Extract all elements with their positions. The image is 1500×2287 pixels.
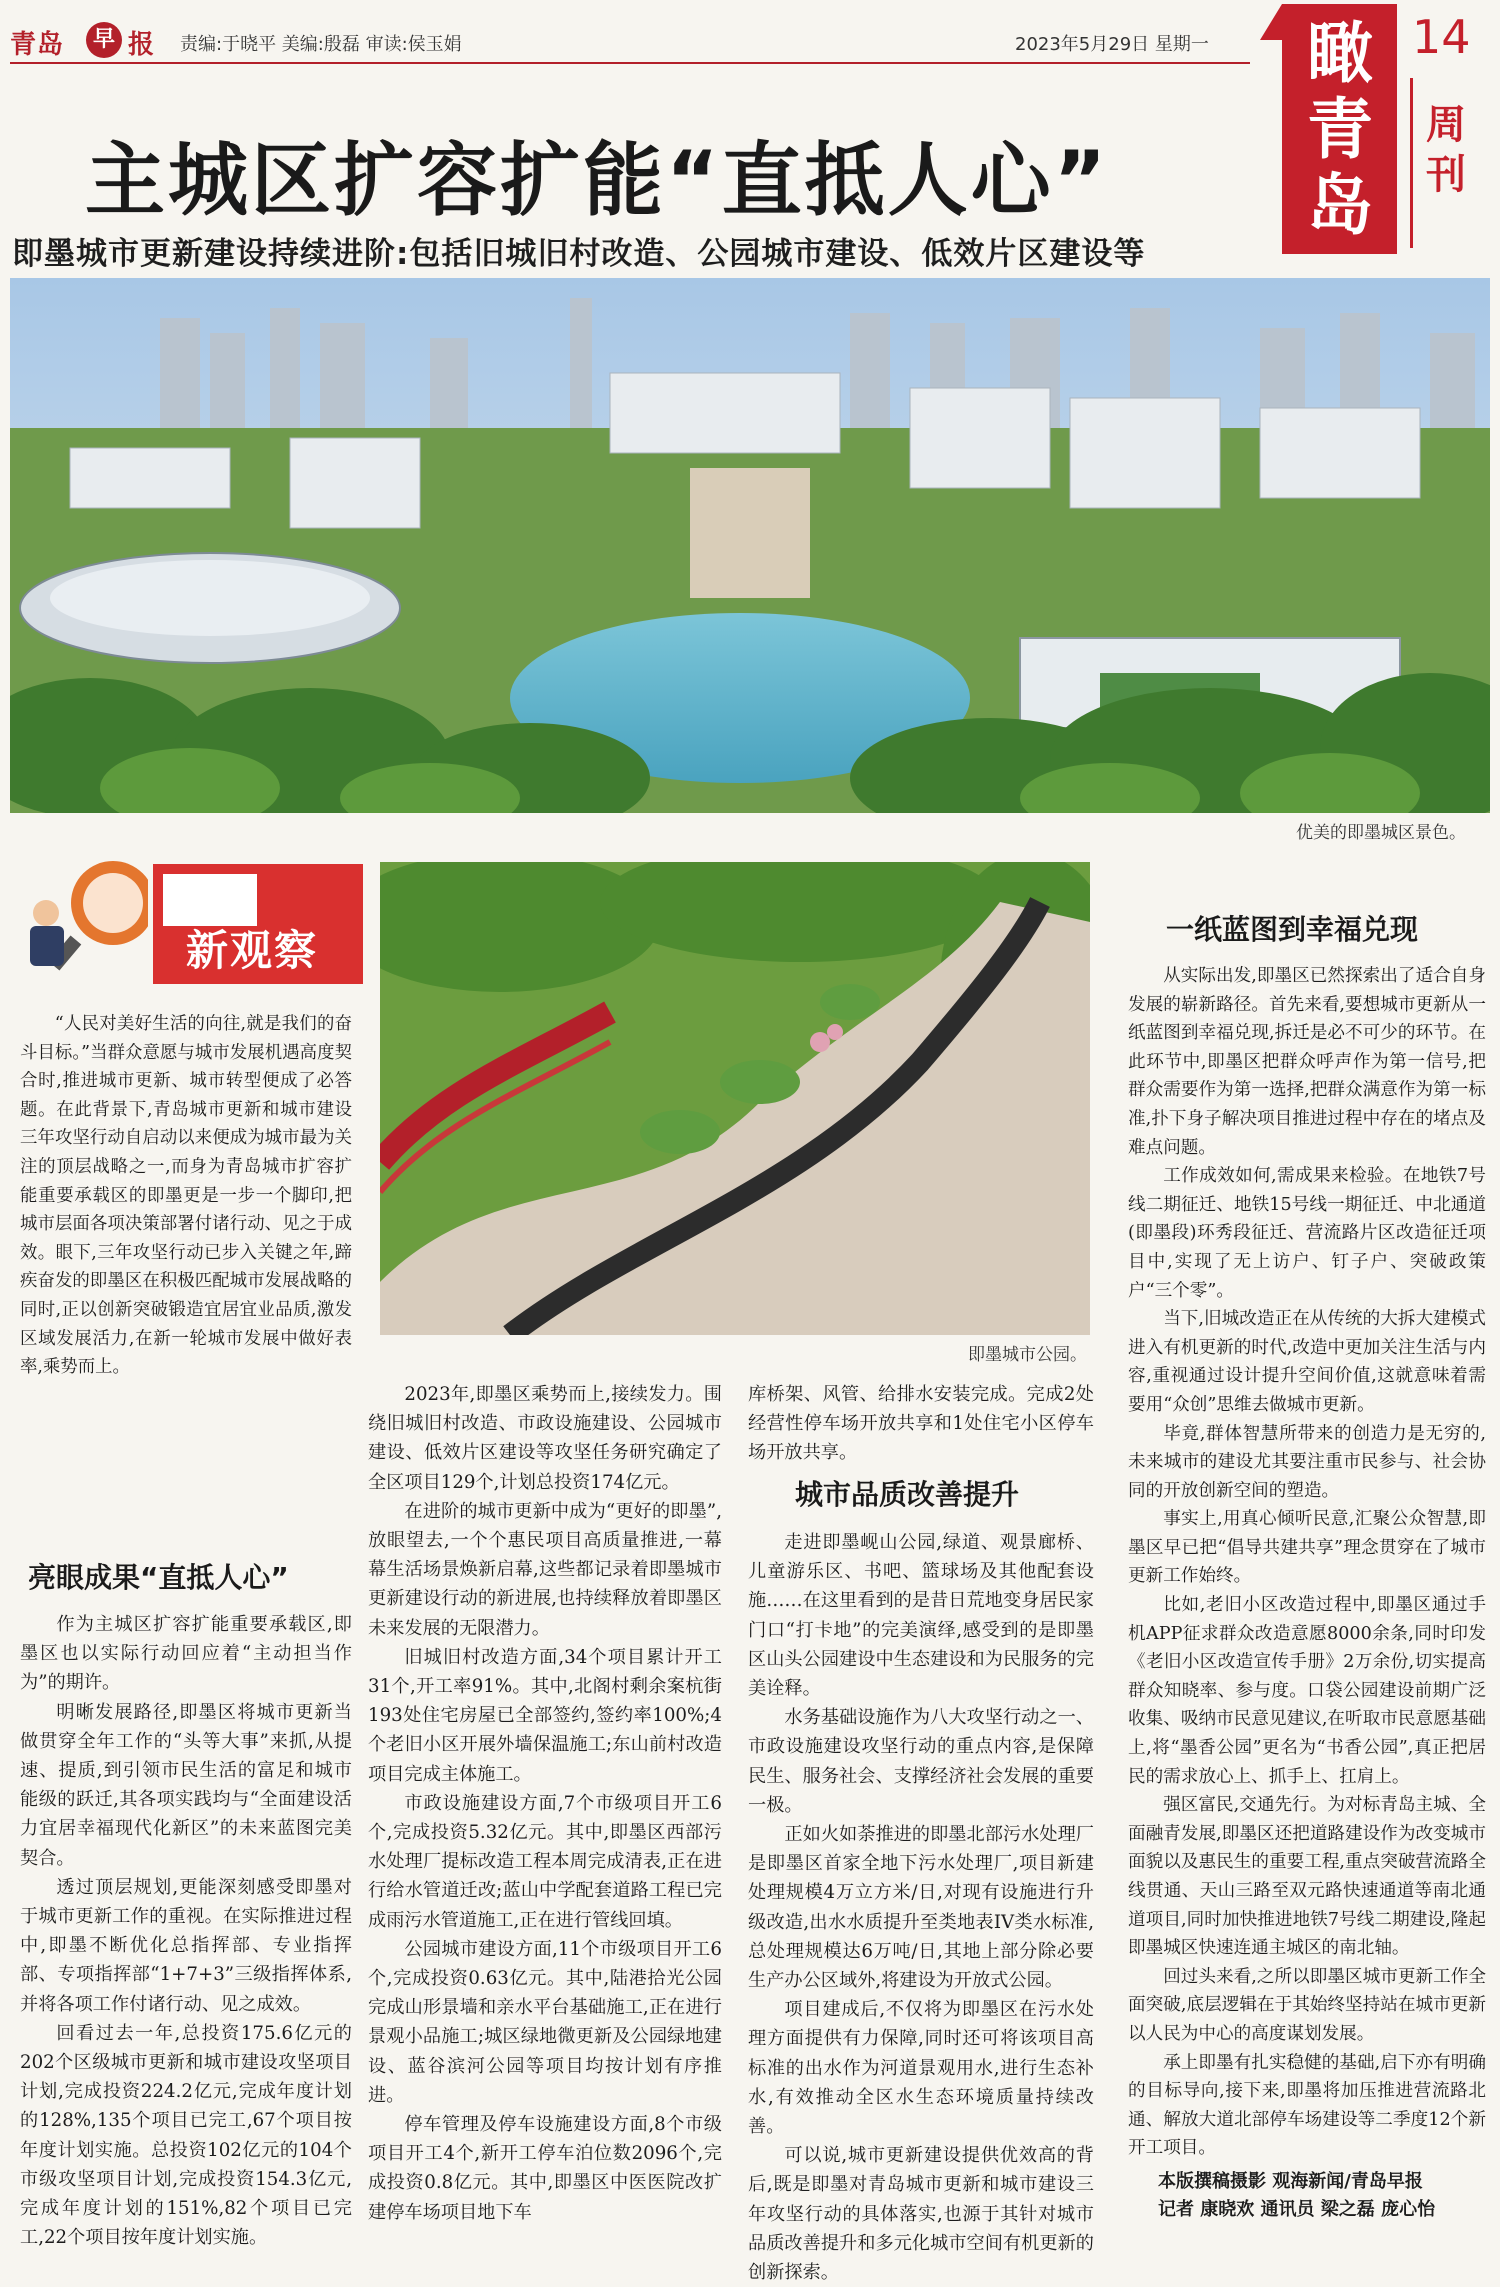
paragraph: 作为主城区扩容扩能重要承载区,即墨区也以实际行动回应着“主动担当作为”的期许。 — [20, 1614, 352, 1694]
section-title-blueprint: 一纸蓝图到幸福兑现 — [1166, 913, 1419, 946]
byline-reporters: 记者 康晓欢 通讯员 梁之磊 庞心怡 — [1158, 2199, 1436, 2220]
newspaper-logo-mark: 早 — [86, 22, 122, 58]
flag-divider — [1410, 78, 1413, 248]
column-kind: 周刊 — [1426, 102, 1466, 198]
paragraph: 强区富民,交通先行。为对标青岛主城、全面融青发展,即墨区还把道路建设作为改变城市面貌以及惠民生的重要工程,重点突破营流路全线贯通、天山三路至双元路快速通道等南北通道项目,同时加快推进地铁7号线二期建设,隆起即墨城区快速连通主城区的南北轴。 — [1128, 1795, 1486, 1959]
masthead — [10, 22, 1250, 64]
column-1-intro — [20, 1010, 352, 1382]
paragraph: 市政设施建设方面,7个市级项目开工6个,完成投资5.32亿元。其中,即墨区西部污水处理厂提标改造工程本周完成清表,正在进行给水管道迁改;蓝山中学配套道路工程已完成雨污水管道施工,正在进行管线回填。 — [368, 1792, 722, 1931]
byline-source: 本版撰稿摄影 观海新闻/青岛早报 — [1158, 2171, 1423, 2192]
city-aerial-illustration — [10, 278, 1490, 813]
paragraph: 水务基础设施作为八大攻坚行动之一、市政设施建设攻坚行动的重点内容,是保障民生、服务社会、支撑经济社会发展的重要一极。 — [748, 1707, 1094, 1816]
paragraph: 回看过去一年,总投资175.6亿元的202个区级城市更新和城市建设攻坚项目计划,完成投资224.2亿元,完成年度计划的128%,135个项目已完工,67个项目按年度计划实施。总投资102亿元的104个市级攻坚项目计划,完成投资154.3亿元,完成年度计划的151%,82个项目已完工,22个项目按年度计划实施。 — [20, 2022, 352, 2249]
paragraph: 当下,旧城改造正在从传统的大拆大建模式进入有机更新的时代,改造中更加关注生活与内容,重视通过设计提升空间价值,这就意味着需要用“众创”思维去做城市更新。 — [1128, 1309, 1486, 1415]
newspaper-logo: 青岛 — [10, 30, 65, 60]
newspaper-logo-tail: 报 — [128, 30, 155, 60]
paragraph: 项目建成后,不仅将为即墨区在污水处理方面提供有力保障,同时还可将该项目高标准的出水作为河道景观用水,进行生态补水,有效推动全区水生态环境质量持续改善。 — [748, 1999, 1094, 2138]
paragraph: 公园城市建设方面,11个市级项目开工6个,完成投资0.63亿元。其中,陆港拾光公园完成山形景墙和亲水平台基础施工,正在进行景观小品施工;城区绿地微更新及公园绿地建设、蓝谷滨河公园等项目均按计划有序推进。 — [368, 1938, 722, 2106]
paragraph: 事实上,用真心倾听民意,汇聚公众智慧,即墨区早已把“倡导共建共享”理念贯穿在了城市更新工作始终。 — [1128, 1509, 1486, 1587]
paragraph: 承上即墨有扎实稳健的基础,启下亦有明确的目标导向,接下来,即墨将加压推进营流路北通、解放大道北部停车场建设等二季度12个新开工项目。 — [1128, 2052, 1486, 2159]
paragraph: 走进即墨岘山公园,绿道、观景廊桥、儿童游乐区、书吧、篮球场及其他配套设施……在这里看到的是昔日荒地变身居民家门口“打卡地”的完美演绎,感受到的是即墨区山头公园建设中生态建设和为民服务的完美诠释。 — [748, 1532, 1094, 1700]
column-2-body — [368, 1380, 722, 2227]
city-aerial-photo — [10, 278, 1490, 813]
paragraph: 在进阶的城市更新中成为“更好的即墨”,放眼望去,一个个惠民项目高质量推进,一幕幕生活场景焕新启幕,这些都记录着即墨城市更新建设行动的新进展,也持续释放着即墨区未来发展的无限潜力。 — [368, 1500, 722, 1639]
paragraph: 透过顶层规划,更能深刻感受即墨对于城市更新工作的重视。在实际推进过程中,即墨不断优化总指挥部、专业指挥部、专项指挥部“1+7+3”三级指挥体系,并将各项工作付诸行动、见之成效。 — [20, 1876, 352, 2015]
column-flag-banner — [1282, 4, 1397, 254]
photo2-caption: 即墨城市公园。 — [968, 1345, 1087, 1365]
section-title-results: 亮眼成果“直抵人心” — [28, 1561, 289, 1594]
paragraph: 明晰发展路径,即墨区将城市更新当做贯穿全年工作的“头等大事”来抓,从提速、提质,到引领市民生活的富足和城市能级的跃迁,其各项实践均与“全面建设活力宜居幸福现代化新区”的未来蓝图完美契合。 — [20, 1701, 352, 1869]
byline — [1158, 2168, 1435, 2224]
paragraph: 回过头来看,之所以即墨区城市更新工作全面突破,底层逻辑在于其始终坚持站在城市更新以人民为中心的高度谋划发展。 — [1128, 1966, 1486, 2044]
column-1-body — [20, 1610, 352, 2252]
paragraph: 库桥架、风管、给排水安装完成。完成2处经营性停车场开放共享和1处住宅小区停车场开放共享。 — [748, 1384, 1094, 1464]
editor-credits: 责编:于晓平 美编:殷磊 审读:侯玉娟 — [180, 34, 462, 55]
column-name: 瞰青岛 — [1307, 15, 1373, 244]
page-number: 14 — [1412, 10, 1471, 64]
paragraph: 比如,老旧小区改造过程中,即墨区通过手机APP征求群众改造意愿8000余条,同时印发《老旧小区改造宣传手册》2万余份,切实提高群众知晓率、参与度。口袋公园建设前期广泛收集、吸纳市民意见建议,在听取市民意愿基础上,将“墨香公园”更名为“书香公园”,真正把居民的需求放心上、抓手上、扛肩上。 — [1128, 1595, 1486, 1787]
new-observation-badge — [18, 848, 348, 988]
intro-paragraph: “人民对美好生活的向往,就是我们的奋斗目标。”当群众意愿与城市发展机遇高度契合时,推进城市更新、城市转型便成了必答题。在此背景下,青岛城市更新和城市建设三年攻坚行动自启动以来便成为城市最为关注的顶层战略之一,而身为青岛城市扩容扩能重要承载区的即墨更是一步一个脚印,把城市层面各项决策部署付诸行动、见之于成效。眼下,三年攻坚行动已步入关键之年,蹄疾奋发的即墨区在积极匹配城市发展战略的同时,正以创新突破锻造宜居宜业品质,激发区域发展活力,在新一轮城市发展中做好表率,乘势而上。 — [20, 1014, 352, 1378]
paragraph: 旧城旧村改造方面,34个项目累计开工31个,开工率91%。其中,北阁村剩余案杭街193处住宅房屋已全部签约,签约率100%;4个老旧小区开展外墙保温施工;东山前村改造项目完成主体施工。 — [368, 1646, 722, 1785]
column-4-body — [1128, 962, 1486, 2163]
main-headline: 主城区扩容扩能“直抵人心” — [85, 134, 1110, 227]
badge-label: 新观察 — [186, 926, 319, 975]
paragraph: 工作成效如何,需成果来检验。在地铁7号线二期征迁、地铁15号线一期征迁、中北通道(即墨段)环秀段征迁、营流路片区改造征迁项目中,实现了无上访户、钉子户、突破政策户“三个零”。 — [1128, 1166, 1486, 1301]
magnifier-figure-icon — [18, 848, 148, 988]
sub-headline: 即墨城市更新建设持续进阶:包括旧城旧村改造、公园城市建设、低效片区建设等 — [12, 236, 1146, 272]
paragraph: 毕竟,群体智慧所带来的创造力是无穷的,未来城市的建设尤其要注重市民参与、社会协同的开放创新空间的塑造。 — [1128, 1423, 1486, 1501]
column-3-body — [748, 1528, 1094, 2287]
paragraph: 正如火如荼推进的即墨北部污水处理厂是即墨区首家全地下污水处理厂,项目新建处理规模4万立方米/日,对现有设施进行升级改造,出水水质提升至类地表IV类水标准,总处理规模达6万吨/日,其地上部分除必要生产办公区域外,将建设为开放式公园。 — [748, 1824, 1094, 1992]
section-title-quality: 城市品质改善提升 — [795, 1478, 1020, 1511]
column-flag — [1262, 0, 1500, 262]
issue-date: 2023年5月29日 星期一 — [1015, 34, 1209, 55]
paragraph: 从实际出发,即墨区已然探索出了适合自身发展的崭新路径。首先来看,要想城市更新从一纸蓝图到幸福兑现,拆迁是必不可少的环节。在此环节中,即墨区把群众呼声作为第一信号,把群众需要作为第一选择,把群众满意作为第一标准,扑下身子解决项目推进过程中存在的堵点及难点问题。 — [1128, 966, 1486, 1158]
paragraph: 停车管理及停车设施建设方面,8个市级项目开工4个,新开工停车泊位数2096个,完成投资0.8亿元。其中,即墨区中医医院改扩建停车场项目地下车 — [368, 2114, 722, 2223]
paragraph: 2023年,即墨区乘势而上,接续发力。围绕旧城旧村改造、市政设施建设、公园城市建设、低效片区建设等攻坚任务研究确定了全区项目129个,计划总投资174亿元。 — [368, 1384, 722, 1493]
column-3-top — [748, 1380, 1094, 1468]
photo1-caption: 优美的即墨城区景色。 — [1296, 823, 1466, 843]
city-park-illustration — [380, 862, 1090, 1335]
paragraph: 可以说,城市更新建设提供优效高的背后,既是即墨对青岛城市更新和城市建设三年攻坚行动的具体落实,也源于其针对城市品质改善提升和多元化城市空间有机更新的创新探索。 — [748, 2145, 1094, 2284]
city-park-photo — [380, 862, 1090, 1335]
